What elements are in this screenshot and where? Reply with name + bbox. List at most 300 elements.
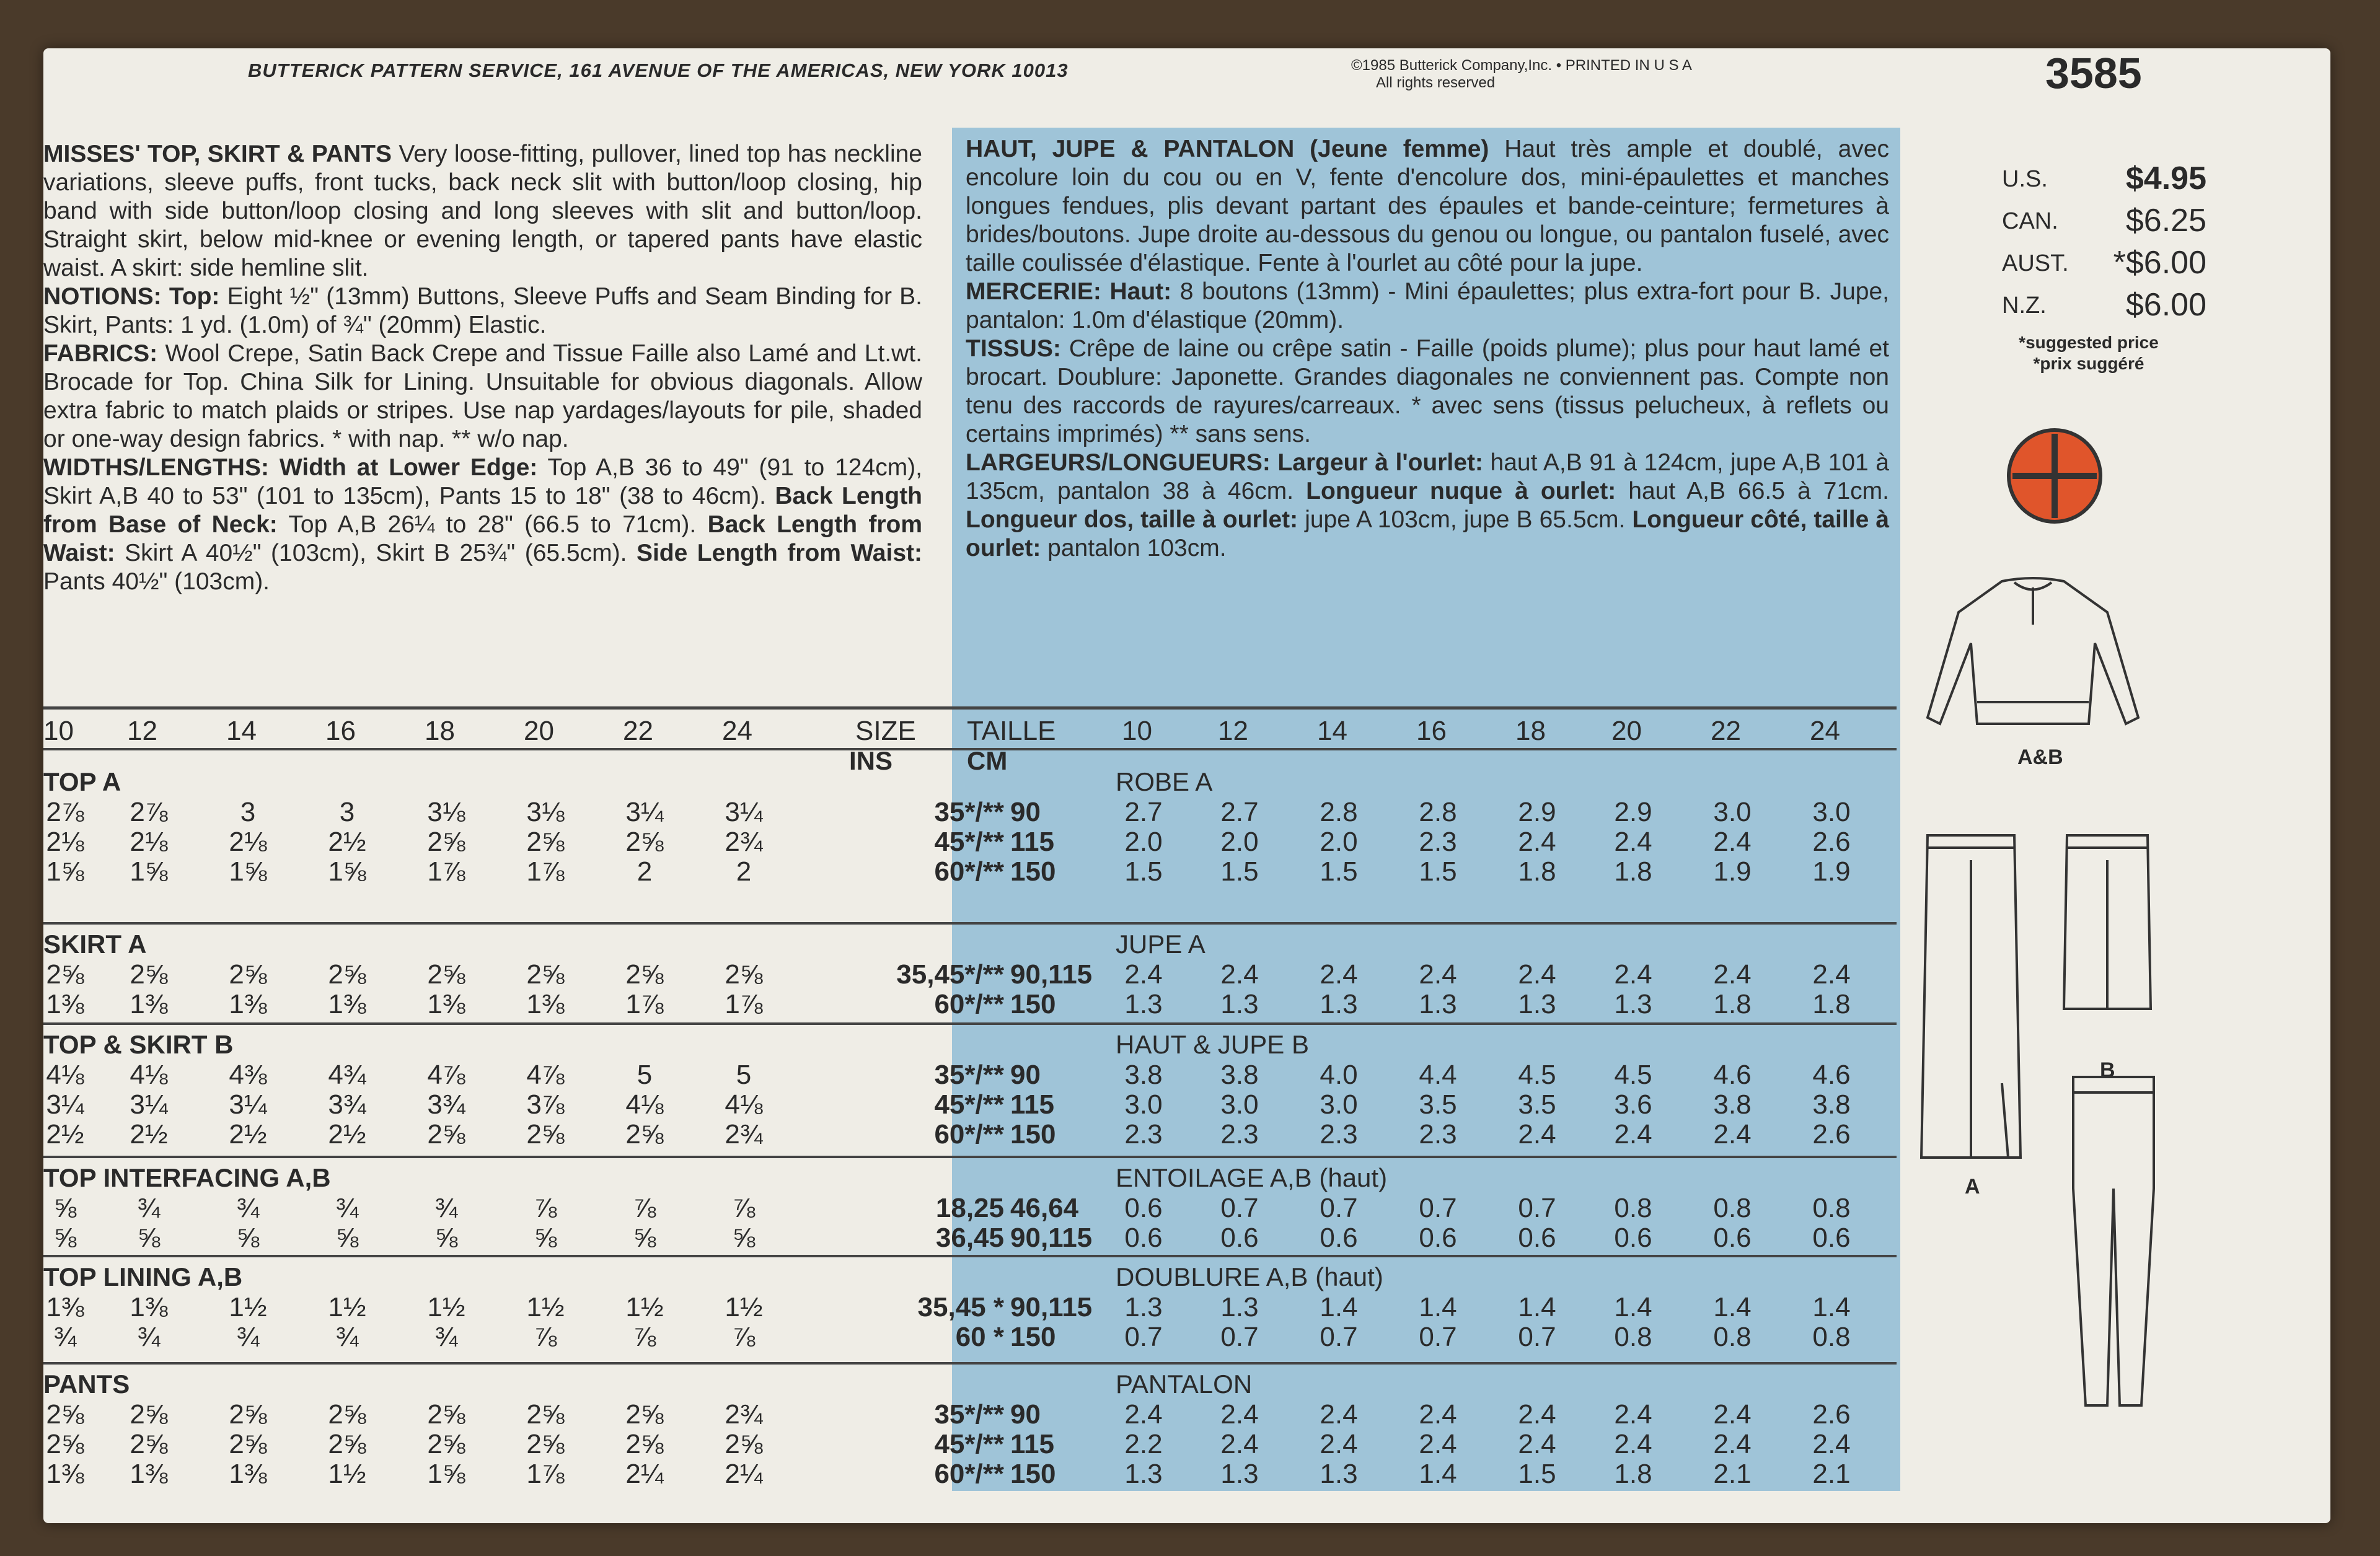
yardage-cell: 3¼	[130, 1089, 168, 1120]
metrage-cell: 0.6	[1124, 1193, 1163, 1223]
metrage-cell: 1.3	[1518, 989, 1556, 1019]
yardage-cell: 2⅝	[427, 827, 465, 857]
yardage-cell: 2⅝	[46, 959, 84, 990]
yardage-cell: 2⅝	[130, 959, 168, 990]
yardage-cell: 2⅝	[625, 1119, 664, 1149]
table-row	[43, 827, 1897, 856]
yardage-cell: ⅝	[633, 1223, 656, 1253]
yardage-cell: 2½	[130, 1119, 168, 1149]
metrage-cell: 1.4	[1320, 1292, 1358, 1322]
pattern-envelope-back	[43, 48, 2330, 1523]
fabric-width-cm: 90	[1010, 1399, 1041, 1430]
metrage-cell: 0.8	[1812, 1193, 1851, 1223]
english-description	[43, 140, 922, 596]
yardage-cell: 5	[637, 1060, 653, 1090]
yardage-cell: ¾	[137, 1193, 161, 1223]
metrage-cell: 1.8	[1812, 989, 1851, 1019]
metrage-cell: 3.5	[1419, 1089, 1457, 1120]
metrage-cell: 2.0	[1220, 827, 1259, 857]
yardage-cell: 2⅝	[130, 1429, 168, 1459]
section-label: TOP A	[43, 767, 121, 796]
yardage-cell: 1⅜	[130, 1292, 168, 1322]
fabric-width-cm: 150	[1010, 1322, 1056, 1352]
metrage-cell: 1.4	[1518, 1292, 1556, 1322]
yardage-cell: 2⅝	[328, 1399, 366, 1430]
yardage-cell: 2⅝	[625, 1399, 664, 1430]
yardage-cell: 2¼	[725, 1459, 763, 1489]
size-header: 20	[524, 716, 554, 746]
yardage-cell: 1½	[328, 1459, 366, 1489]
yardage-cell: 1⅜	[229, 1459, 267, 1489]
yardage-cell: 2⅝	[725, 1429, 763, 1459]
table-row	[43, 1060, 1897, 1089]
metrage-cell: 3.6	[1614, 1089, 1652, 1120]
copyright-line: ©1985 Butterick Company,Inc. • PRINTED IN U S A	[1351, 57, 1692, 74]
yardage-cell: 4⅞	[526, 1060, 565, 1090]
cm-label: CM	[967, 746, 1008, 775]
yardage-cell: 2	[736, 856, 752, 887]
yardage-cell: 2⅞	[130, 797, 168, 827]
price-value: *$6.00	[2113, 245, 2206, 281]
yardage-cell: 1⅜	[130, 1459, 168, 1489]
size-header: 16	[325, 716, 356, 746]
yardage-cell: 3	[240, 797, 256, 827]
pattern-number: 3585	[2045, 49, 2142, 97]
metrage-cell: 2.4	[1518, 959, 1556, 990]
figure-label-top: A&B	[2017, 745, 2063, 769]
section-label: TOP INTERFACING A,B	[43, 1163, 331, 1192]
metrage-cell: 1.8	[1614, 1459, 1652, 1489]
metrage-cell: 1.9	[1713, 856, 1752, 887]
fr-tissus: Crêpe de laine ou crêpe satin - Faille (poids plume); plus pour haut lamé et brocart. Doublure: Japonette. Grandes diagonales ne conviennent pas. Compte non tenu des raccords de rayures/carreaux. * avec sens (tissus pelucheux, à reflets ou certains imprimés) ** sans sens.	[966, 335, 1889, 447]
yardage-cell: 2⅝	[427, 1429, 465, 1459]
yardage-cell: 2¾	[725, 1399, 763, 1430]
metrage-cell: 1.3	[1614, 989, 1652, 1019]
rights-line: All rights reserved	[1376, 74, 1496, 91]
yardage-cell: ¾	[53, 1322, 77, 1352]
yardage-cell: ⅞	[534, 1322, 557, 1352]
metrage-cell: 0.8	[1812, 1322, 1851, 1352]
metrage-cell: 0.6	[1124, 1223, 1163, 1253]
yardage-cell: 2⅝	[46, 1429, 84, 1459]
metrage-cell: 2.4	[1320, 1429, 1358, 1459]
fabric-width-ins: 45*/**	[934, 1089, 1004, 1120]
size-header: 22	[623, 716, 653, 746]
metrage-cell: 0.8	[1713, 1322, 1752, 1352]
yardage-cell: 2⅝	[625, 1429, 664, 1459]
section-label: TOP & SKIRT B	[43, 1030, 234, 1059]
metrage-cell: 2.4	[1220, 1399, 1259, 1430]
yardage-cell: 3¼	[725, 797, 763, 827]
yardage-cell: ⅞	[732, 1193, 756, 1223]
en-widths-label: WIDTHS/LENGTHS: Width at Lower Edge:	[43, 454, 538, 481]
metrage-cell: 0.7	[1124, 1322, 1163, 1352]
en-notions-label: NOTIONS: Top:	[43, 283, 220, 310]
metrage-cell: 3.8	[1812, 1089, 1851, 1120]
fabric-width-cm: 90	[1010, 797, 1041, 827]
metrage-cell: 1.3	[1124, 1292, 1163, 1322]
yardage-cell: 2⅝	[427, 1119, 465, 1149]
table-row	[43, 1292, 1897, 1322]
yardage-cell: 1⅜	[46, 1292, 84, 1322]
section-label: TOP LINING A,B	[43, 1262, 243, 1291]
metrage-cell: 2.4	[1518, 1119, 1556, 1149]
metrage-cell: 1.8	[1713, 989, 1752, 1019]
fabric-width-cm: 90,115	[1010, 1223, 1093, 1253]
section-label-fr: JUPE A	[1116, 930, 1205, 959]
yardage-cell: 3¼	[229, 1089, 267, 1120]
price-row	[1946, 160, 2231, 202]
metrage-cell: 2.7	[1124, 797, 1163, 827]
metrage-cell: 0.6	[1320, 1223, 1358, 1253]
metrage-cell: 2.9	[1518, 797, 1556, 827]
yardage-cell: 3⅛	[427, 797, 465, 827]
yardage-cell: 2¼	[625, 1459, 664, 1489]
table-section	[43, 762, 1897, 887]
price-row	[1946, 244, 2231, 286]
section-label-fr: ENTOILAGE A,B (haut)	[1116, 1163, 1388, 1192]
en-back-neck: Top A,B 26¼ to 28" (66.5 to 71cm).	[288, 511, 697, 538]
fr-nuque-label: Longueur nuque à ourlet:	[1306, 478, 1616, 504]
fabric-width-cm: 150	[1010, 856, 1056, 887]
table-row	[43, 1459, 1897, 1488]
yardage-cell: ⅝	[732, 1223, 756, 1253]
yardage-cell: 2⅝	[427, 1399, 465, 1430]
fabric-width-ins: 35*/**	[934, 1399, 1004, 1430]
metrage-cell: 0.7	[1419, 1322, 1457, 1352]
price-country: AUST.	[2002, 250, 2069, 276]
yardage-cell: 2⅝	[229, 959, 267, 990]
yardage-cell: 2⅝	[526, 827, 565, 857]
table-row	[43, 989, 1897, 1019]
fr-tissus-label: TISSUS:	[966, 335, 1061, 362]
metrage-cell: 2.3	[1220, 1119, 1259, 1149]
metrage-cell: 2.4	[1320, 1399, 1358, 1430]
table-row	[43, 1322, 1897, 1352]
section-label-fr: ROBE A	[1116, 767, 1213, 796]
metrage-cell: 1.8	[1614, 856, 1652, 887]
metrage-cell: 2.3	[1419, 827, 1457, 857]
yardage-cell: ⅝	[534, 1223, 557, 1253]
metrage-cell: 2.0	[1320, 827, 1358, 857]
metrage-cell: 2.4	[1614, 827, 1652, 857]
fabric-width-ins: 60*/**	[934, 989, 1004, 1019]
metrage-cell: 0.6	[1518, 1223, 1556, 1253]
yardage-cell: 4⅞	[427, 1060, 465, 1090]
fabric-width-cm: 90,115	[1010, 959, 1093, 990]
metrage-cell: 4.6	[1812, 1060, 1851, 1090]
metrage-cell: 2.4	[1713, 1429, 1752, 1459]
section-label: SKIRT A	[43, 930, 147, 959]
metrage-cell: 2.4	[1124, 1399, 1163, 1430]
metrage-cell: 1.3	[1320, 1459, 1358, 1489]
taille-header: 24	[1810, 716, 1840, 746]
metrage-cell: 2.4	[1419, 1429, 1457, 1459]
table-section	[43, 1156, 1897, 1253]
table-section	[43, 1022, 1897, 1149]
metrage-cell: 1.5	[1220, 856, 1259, 887]
metrage-cell: 2.4	[1419, 1399, 1457, 1430]
yardage-cell: 1½	[625, 1292, 664, 1322]
size-label: SIZE	[855, 716, 916, 746]
yardage-cell: ⅝	[236, 1223, 260, 1253]
fr-mercerie: 8 boutons (13mm) - Mini épaulettes; plus extra-fort pour B. Jupe, pantalon: 1.0m d'élastique (20mm).	[966, 278, 1889, 333]
metrage-cell: 1.4	[1812, 1292, 1851, 1322]
yardage-cell: ¾	[335, 1193, 359, 1223]
metrage-cell: 0.6	[1220, 1223, 1259, 1253]
fabric-width-ins: 60*/**	[934, 856, 1004, 887]
yardage-cell: ¾	[236, 1322, 260, 1352]
taille-header: 14	[1317, 716, 1347, 746]
metrage-cell: 3.8	[1220, 1060, 1259, 1090]
yardage-cell: 1⅝	[46, 856, 84, 887]
metrage-cell: 1.5	[1518, 1459, 1556, 1489]
metrage-cell: 0.7	[1220, 1193, 1259, 1223]
yardage-cell: ⅞	[732, 1322, 756, 1352]
yardage-cell: 2⅝	[328, 959, 366, 990]
metrage-cell: 2.4	[1812, 1429, 1851, 1459]
table-row	[43, 1399, 1897, 1429]
metrage-cell: 1.3	[1124, 989, 1163, 1019]
price-value: $6.25	[2125, 203, 2206, 239]
yardage-cell: 2⅛	[46, 827, 84, 857]
section-label-fr: HAUT & JUPE B	[1116, 1030, 1309, 1059]
metrage-cell: 4.0	[1320, 1060, 1358, 1090]
table-row	[43, 856, 1897, 886]
metrage-cell: 2.4	[1614, 1399, 1652, 1430]
en-widths: Top A,B 36 to 49" (91 to 124cm), Skirt A,B 40 to 53" (101 to 135cm), Pants 15 to 18" (38 to 46cm).	[43, 454, 922, 509]
yardage-cell: 3¼	[46, 1089, 84, 1120]
yardage-cell: 1⅜	[427, 989, 465, 1019]
metrage-cell: 2.4	[1220, 959, 1259, 990]
yardage-cell: 3	[339, 797, 355, 827]
suggested-price-en: *suggested price	[2019, 333, 2159, 352]
yardage-cell: ¾	[137, 1322, 161, 1352]
fabric-width-ins: 60*/**	[934, 1119, 1004, 1149]
fabric-width-ins: 35*/**	[934, 1060, 1004, 1090]
yardage-cell: 2⅝	[526, 1119, 565, 1149]
metrage-cell: 1.5	[1419, 856, 1457, 887]
metrage-cell: 2.4	[1220, 1429, 1259, 1459]
yardage-cell: 4⅛	[130, 1060, 168, 1090]
size-header: 24	[722, 716, 752, 746]
yardage-cell: 2⅝	[625, 827, 664, 857]
yardage-cell: 4⅛	[625, 1089, 664, 1120]
yardage-cell: 2⅝	[328, 1429, 366, 1459]
yardage-cell: 2⅛	[229, 827, 267, 857]
metrage-cell: 0.6	[1614, 1223, 1652, 1253]
fr-cote-label: Longueur côté, taille à ourlet:	[966, 506, 1890, 561]
metrage-cell: 1.8	[1518, 856, 1556, 887]
size-header: 14	[226, 716, 257, 746]
price-country: U.S.	[2002, 166, 2048, 192]
fr-dos-label: Longueur dos, taille à ourlet:	[966, 506, 1298, 533]
metrage-cell: 2.4	[1419, 959, 1457, 990]
yardage-cell: ⅝	[434, 1223, 458, 1253]
en-side: Pants 40½" (103cm).	[43, 568, 270, 595]
fabric-width-cm: 46,64	[1010, 1193, 1079, 1223]
yardage-cell: 2½	[46, 1119, 84, 1149]
metrage-cell: 3.0	[1320, 1089, 1358, 1120]
yardage-cell: 2⅝	[725, 959, 763, 990]
yardage-cell: ¾	[434, 1322, 458, 1352]
metrage-cell: 1.3	[1220, 989, 1259, 1019]
metrage-cell: 2.4	[1812, 959, 1851, 990]
yardage-cell: 2⅝	[229, 1399, 267, 1430]
metrage-cell: 2.0	[1124, 827, 1163, 857]
yardage-cell: 3⅞	[526, 1089, 565, 1120]
metrage-cell: 0.7	[1518, 1193, 1556, 1223]
taille-header: 18	[1515, 716, 1546, 746]
fabric-width-cm: 90,115	[1010, 1292, 1093, 1322]
yardage-cell: ⅞	[633, 1322, 656, 1352]
suggested-price-fr: *prix suggéré	[2033, 354, 2144, 373]
metrage-cell: 2.4	[1713, 827, 1752, 857]
metrage-cell: 2.8	[1320, 797, 1358, 827]
yardage-cell: 2¾	[725, 1119, 763, 1149]
table-row	[43, 1223, 1897, 1252]
fr-nuque: haut A,B 66.5 à 71cm.	[1628, 478, 1889, 504]
metrage-cell: 2.4	[1713, 1119, 1752, 1149]
metrage-cell: 0.8	[1713, 1193, 1752, 1223]
yardage-cell: 2⅛	[130, 827, 168, 857]
yardage-cell: 1½	[427, 1292, 465, 1322]
yardage-cell: 2⅝	[625, 959, 664, 990]
price-country: CAN.	[2002, 208, 2058, 234]
metrage-cell: 0.8	[1614, 1193, 1652, 1223]
yardage-cell: 1⅝	[328, 856, 366, 887]
price-value: $6.00	[2125, 287, 2206, 323]
en-side-label: Side Length from Waist:	[636, 540, 923, 566]
yardage-cell: ⅝	[53, 1223, 77, 1253]
table-row	[43, 1119, 1897, 1149]
yardage-cell: ¾	[434, 1193, 458, 1223]
service-address: BUTTERICK PATTERN SERVICE, 161 AVENUE OF THE AMERICAS, NEW YORK 10013	[248, 59, 1069, 81]
price-row	[1946, 202, 2231, 244]
metrage-cell: 2.6	[1812, 1399, 1851, 1430]
metrage-cell: 2.7	[1220, 797, 1259, 827]
skirt-b-illustration-icon	[2061, 823, 2154, 1021]
yardage-cell: 1⅝	[130, 856, 168, 887]
yardage-cell: ¾	[335, 1322, 359, 1352]
yardage-cell: ⅝	[335, 1223, 359, 1253]
metrage-cell: 2.3	[1124, 1119, 1163, 1149]
size-header: 10	[43, 716, 74, 746]
table-row	[43, 1429, 1897, 1459]
taille-header: 10	[1122, 716, 1152, 746]
metrage-cell: 1.3	[1220, 1459, 1259, 1489]
metrage-cell: 3.0	[1124, 1089, 1163, 1120]
yardage-cell: 5	[736, 1060, 752, 1090]
top-illustration-icon	[1921, 569, 2144, 755]
taille-header: 16	[1416, 716, 1447, 746]
skirt-a-illustration-icon	[1915, 823, 2027, 1170]
fr-cote: pantalon 103cm.	[1047, 535, 1227, 561]
fabric-width-cm: 150	[1010, 989, 1056, 1019]
yardage-cell: 4⅜	[229, 1060, 267, 1090]
metrage-cell: 2.1	[1812, 1459, 1851, 1489]
yardage-cell: 1½	[526, 1292, 565, 1322]
price-country: N.Z.	[2002, 292, 2047, 319]
section-label-fr: DOUBLURE A,B (haut)	[1116, 1262, 1383, 1291]
table-row	[43, 959, 1897, 989]
metrage-cell: 4.6	[1713, 1060, 1752, 1090]
en-back-waist-label: Back Length from Waist:	[43, 511, 923, 566]
yardage-cell: ⅞	[534, 1193, 557, 1223]
metrage-cell: 2.3	[1320, 1119, 1358, 1149]
metrage-cell: 0.6	[1419, 1223, 1457, 1253]
metrage-cell: 1.4	[1614, 1292, 1652, 1322]
yardage-cell: 2⅝	[229, 1429, 267, 1459]
fabric-width-cm: 115	[1010, 827, 1054, 857]
metrage-cell: 2.2	[1124, 1429, 1163, 1459]
yardage-cell: 4¾	[328, 1060, 366, 1090]
metrage-cell: 0.7	[1518, 1322, 1556, 1352]
metrage-cell: 2.4	[1713, 959, 1752, 990]
butterick-logo-icon	[2005, 426, 2104, 525]
fabric-width-cm: 115	[1010, 1089, 1054, 1120]
yardage-cell: 2⅝	[427, 959, 465, 990]
metrage-cell: 3.0	[1812, 797, 1851, 827]
yardage-cell: 2⅝	[130, 1399, 168, 1430]
table-section	[43, 1255, 1897, 1352]
yardage-cell: 2½	[328, 827, 366, 857]
metrage-cell: 2.6	[1812, 1119, 1851, 1149]
price-row	[1946, 286, 2231, 328]
metrage-cell: 1.3	[1220, 1292, 1259, 1322]
fabric-width-ins: 35*/**	[934, 797, 1004, 827]
yardage-cell: 2⅞	[46, 797, 84, 827]
figure-label-skirt-b: B	[2100, 1058, 2115, 1082]
table-row	[43, 1193, 1897, 1223]
metrage-cell: 2.4	[1614, 1429, 1652, 1459]
yardage-cell: 2⅝	[526, 1429, 565, 1459]
fabric-width-ins: 35,45 *	[917, 1292, 1004, 1322]
en-notions: Eight ½" (13mm) Buttons, Sleeve Puffs and Seam Binding for B. Skirt, Pants: 1 yd. (1.0m) of ¾" (20mm) Elastic.	[43, 283, 922, 338]
metrage-cell: 2.4	[1713, 1399, 1752, 1430]
yardage-cell: ¾	[236, 1193, 260, 1223]
table-row	[43, 1089, 1897, 1119]
fr-largeurs-label: LARGEURS/LONGUEURS: Largeur à l'ourlet:	[966, 449, 1483, 476]
fabric-width-ins: 35,45*/**	[896, 959, 1004, 990]
copyright	[1351, 57, 1692, 92]
price-value: $4.95	[2125, 160, 2206, 196]
yardage-cell: 1⅜	[229, 989, 267, 1019]
fr-mercerie-label: MERCERIE: Haut:	[966, 278, 1172, 305]
metrage-cell: 4.5	[1518, 1060, 1556, 1090]
metrage-cell: 4.5	[1614, 1060, 1652, 1090]
metrage-cell: 0.7	[1320, 1193, 1358, 1223]
metrage-cell: 3.0	[1713, 797, 1752, 827]
fr-dos: jupe A 103cm, jupe B 65.5cm.	[1305, 506, 1626, 533]
french-description	[966, 135, 1889, 563]
fabric-width-cm: 115	[1010, 1429, 1054, 1459]
fabric-width-ins: 18,25	[935, 1193, 1004, 1223]
en-back-neck-label: Back Length from Base of Neck:	[43, 483, 923, 538]
taille-header: 22	[1711, 716, 1741, 746]
table-row	[43, 797, 1897, 827]
metrage-cell: 2.3	[1419, 1119, 1457, 1149]
yardage-cell: 3⅛	[526, 797, 565, 827]
metrage-cell: 2.4	[1518, 1399, 1556, 1430]
yardage-cell: 3¾	[328, 1089, 366, 1120]
en-title: MISSES' TOP, SKIRT & PANTS	[43, 141, 392, 167]
yardage-cell: 1⅜	[130, 989, 168, 1019]
size-header: 18	[425, 716, 455, 746]
metrage-cell: 2.4	[1518, 827, 1556, 857]
size-header-row	[43, 706, 1897, 750]
yardage-cell: 2⅝	[46, 1399, 84, 1430]
